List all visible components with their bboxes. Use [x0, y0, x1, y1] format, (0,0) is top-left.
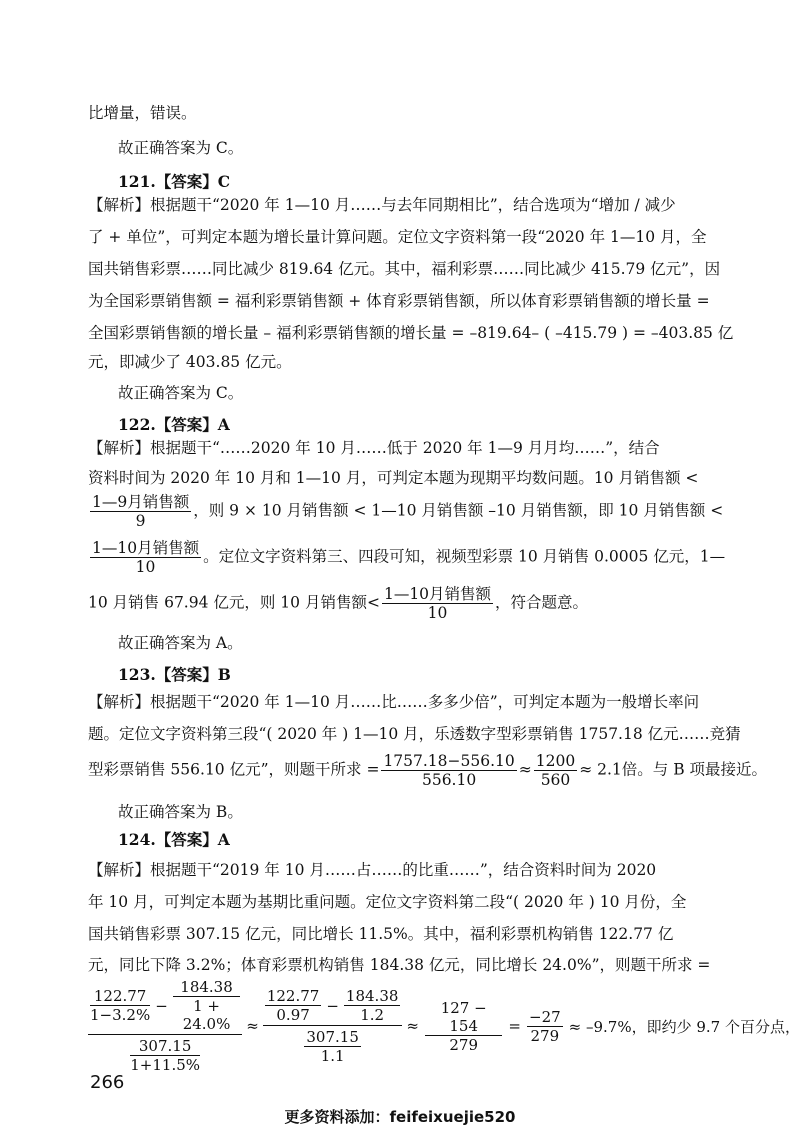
fraction: [130, 1037, 200, 1074]
fraction-numerator: 127 − 154: [425, 999, 502, 1036]
fraction-numerator: −27: [529, 1007, 561, 1026]
fraction-denominator: 9: [135, 512, 146, 530]
fraction-denominator: 1.2: [360, 1006, 385, 1024]
text-line: 比增量，错误。: [88, 104, 197, 122]
fraction-numerator: 1200: [535, 752, 576, 770]
text-line: 资料时间为 2020 年 10 月和 1—10 月，可判定本题为现期平均数问题。10 月销售额 <: [88, 469, 699, 487]
fraction-numerator: 1757.18−556.10: [383, 752, 515, 770]
fraction-denominator: 279: [449, 1035, 479, 1054]
fraction: [173, 978, 240, 1033]
fraction-denominator: 0.97: [276, 1006, 310, 1024]
fraction: [304, 1028, 361, 1065]
text-line: 了 + 单位”，可判定本题为增长量计算问题。定位文字资料第一段“2020 年 1—10 月，全: [88, 228, 707, 246]
text-segment: ，则 9 × 10 月销售额 < 1—10 月销售额 –10 月销售额，即 10 月销售额 <: [193, 501, 724, 520]
compound-formula: $\frac{122.77}{1-3.2\%}$ − $\frac{184.38}{1 + 24.0\%}$ $\frac{307.15}{1+11.5\%}$ ≈ $\frac{122.77}{0.97}$ − $\frac{184.38}{1.2}$ $\frac{307.15}{1.1}$ ≈ $\frac{127 - 154}{279}$ = $\frac{-27}{279}$ ≈ –9.7%，即约少 9.7 个百分点，: [90, 978, 800, 1074]
fraction-denominator: 1.1: [320, 1047, 345, 1065]
fraction: [265, 987, 322, 1024]
page-number: 266: [90, 1072, 125, 1093]
text-segment: ，符合题意。: [495, 593, 589, 612]
fraction-numerator: 1—9月销售额: [92, 493, 190, 511]
text-line: 【解析】根据题干“2020 年 1—10 月……比……多多少倍”，可判定本题为一般增长率问: [88, 693, 700, 711]
approx-sign: ≈: [406, 1017, 419, 1035]
fraction: [382, 585, 493, 622]
text-line: 国共销售彩票……同比减少 819.64 亿元。其中，福利彩票……同比减少 415.79 亿元”，因: [88, 260, 721, 278]
text-line: 为全国彩票销售额 = 福利彩票销售额 + 体育彩票销售额，所以体育彩票销售额的增长量 =: [88, 292, 710, 310]
fraction-denominator: 1 + 24.0%: [182, 997, 231, 1033]
fraction-denominator: 1+11.5%: [130, 1056, 201, 1074]
fraction-denominator: 10: [135, 558, 156, 576]
text-line-with-fraction: [88, 539, 728, 576]
fraction-denominator: 560: [540, 771, 571, 789]
fraction: [527, 1008, 563, 1045]
fraction-denominator: 1−3.2%: [90, 1006, 151, 1024]
fraction-numerator: 307.15: [306, 1028, 359, 1046]
text-line: 年 10 月，可判定本题为基期比重问题。定位文字资料第二段“( 2020 年 ) 10 月份，全: [88, 893, 687, 911]
fraction: [534, 752, 577, 789]
fraction: [381, 752, 516, 789]
answer-heading-121: 121.【答案】C: [118, 172, 231, 191]
text-line: 【解析】根据题干“……2020 年 10 月……低于 2020 年 1—9 月月均……”，结合: [88, 439, 660, 457]
fraction-denominator: 279: [530, 1026, 560, 1045]
text-line-with-fraction: [88, 752, 768, 789]
fraction-numerator: 1—10月销售额: [92, 539, 200, 557]
text-segment: 10 月销售 67.94 亿元，则 10 月销售额<: [88, 593, 380, 612]
fraction: [90, 987, 150, 1024]
text-segment: 。定位文字资料第三、四段可知，视频型彩票 10 月销售 0.0005 亿元，1—: [203, 547, 726, 566]
fraction: [90, 493, 191, 530]
text-segment: ≈ 2.1倍。与 B 项最接近。: [579, 760, 768, 779]
footer-note: 更多资料添加：feifeixuejie520: [284, 1108, 516, 1126]
text-line: 【解析】根据题干“2019 年 10 月……占……的比重……”，结合资料时间为 2020: [88, 861, 657, 879]
text-line: 故正确答案为 C。: [118, 139, 244, 157]
fraction: [344, 987, 401, 1024]
minus-sign: −: [326, 996, 339, 1015]
text-line-with-fraction: [88, 585, 728, 622]
fraction-numerator: 1—10月销售额: [383, 585, 492, 603]
text-line: 故正确答案为 A。: [118, 634, 243, 652]
approx-sign: ≈: [246, 1017, 259, 1035]
approx-sign: ≈: [518, 760, 532, 779]
text-line: 元，即减少了 403.85 亿元。: [88, 353, 292, 371]
text-segment: 型彩票销售 556.10 亿元”，则题干所求 =: [88, 760, 380, 779]
text-line: 故正确答案为 C。: [118, 384, 244, 402]
text-line: 故正确答案为 B。: [118, 803, 243, 821]
answer-heading-124: 124.【答案】A: [118, 830, 230, 849]
fraction-numerator: 184.38: [173, 978, 240, 997]
text-line: 元，同比下降 3.2%；体育彩票机构销售 184.38 亿元，同比增长 24.0%”，则题干所求 =: [88, 956, 711, 974]
text-line: 题。定位文字资料第三段“( 2020 年 ) 1—10 月，乐透数字型彩票销售 1757.18 亿元……竞猜: [88, 725, 741, 743]
fraction-numerator: 122.77: [266, 987, 320, 1005]
fraction-denominator: 10: [427, 604, 448, 622]
text-segment: ≈ –9.7%，即约少 9.7 个百分点，: [568, 1017, 800, 1036]
text-line: 全国彩票销售额的增长量 – 福利彩票销售额的增长量 = –819.64– ( –415.79 ) = –403.85 亿: [88, 324, 734, 342]
text-line-with-fraction: [88, 493, 728, 530]
compound-fraction-a: [88, 978, 242, 1074]
fraction-denominator: 556.10: [421, 771, 477, 789]
fraction-numerator: 122.77: [90, 987, 150, 1006]
text-line: 国共销售彩票 307.15 亿元，同比增长 11.5%。其中，福利彩票机构销售 122.77 亿: [88, 925, 674, 943]
fraction: [425, 999, 502, 1054]
answer-heading-123: 123.【答案】B: [118, 665, 231, 684]
minus-sign: −: [155, 996, 168, 1015]
fraction-numerator: 184.38: [345, 987, 399, 1005]
fraction: [90, 539, 201, 576]
answer-heading-122: 122.【答案】A: [118, 415, 230, 434]
compound-fraction-b: [263, 987, 403, 1065]
text-line: 【解析】根据题干“2020 年 1—10 月……与去年同期相比”，结合选项为“增加 / 减少: [88, 196, 676, 214]
fraction-numerator: 307.15: [130, 1037, 200, 1056]
